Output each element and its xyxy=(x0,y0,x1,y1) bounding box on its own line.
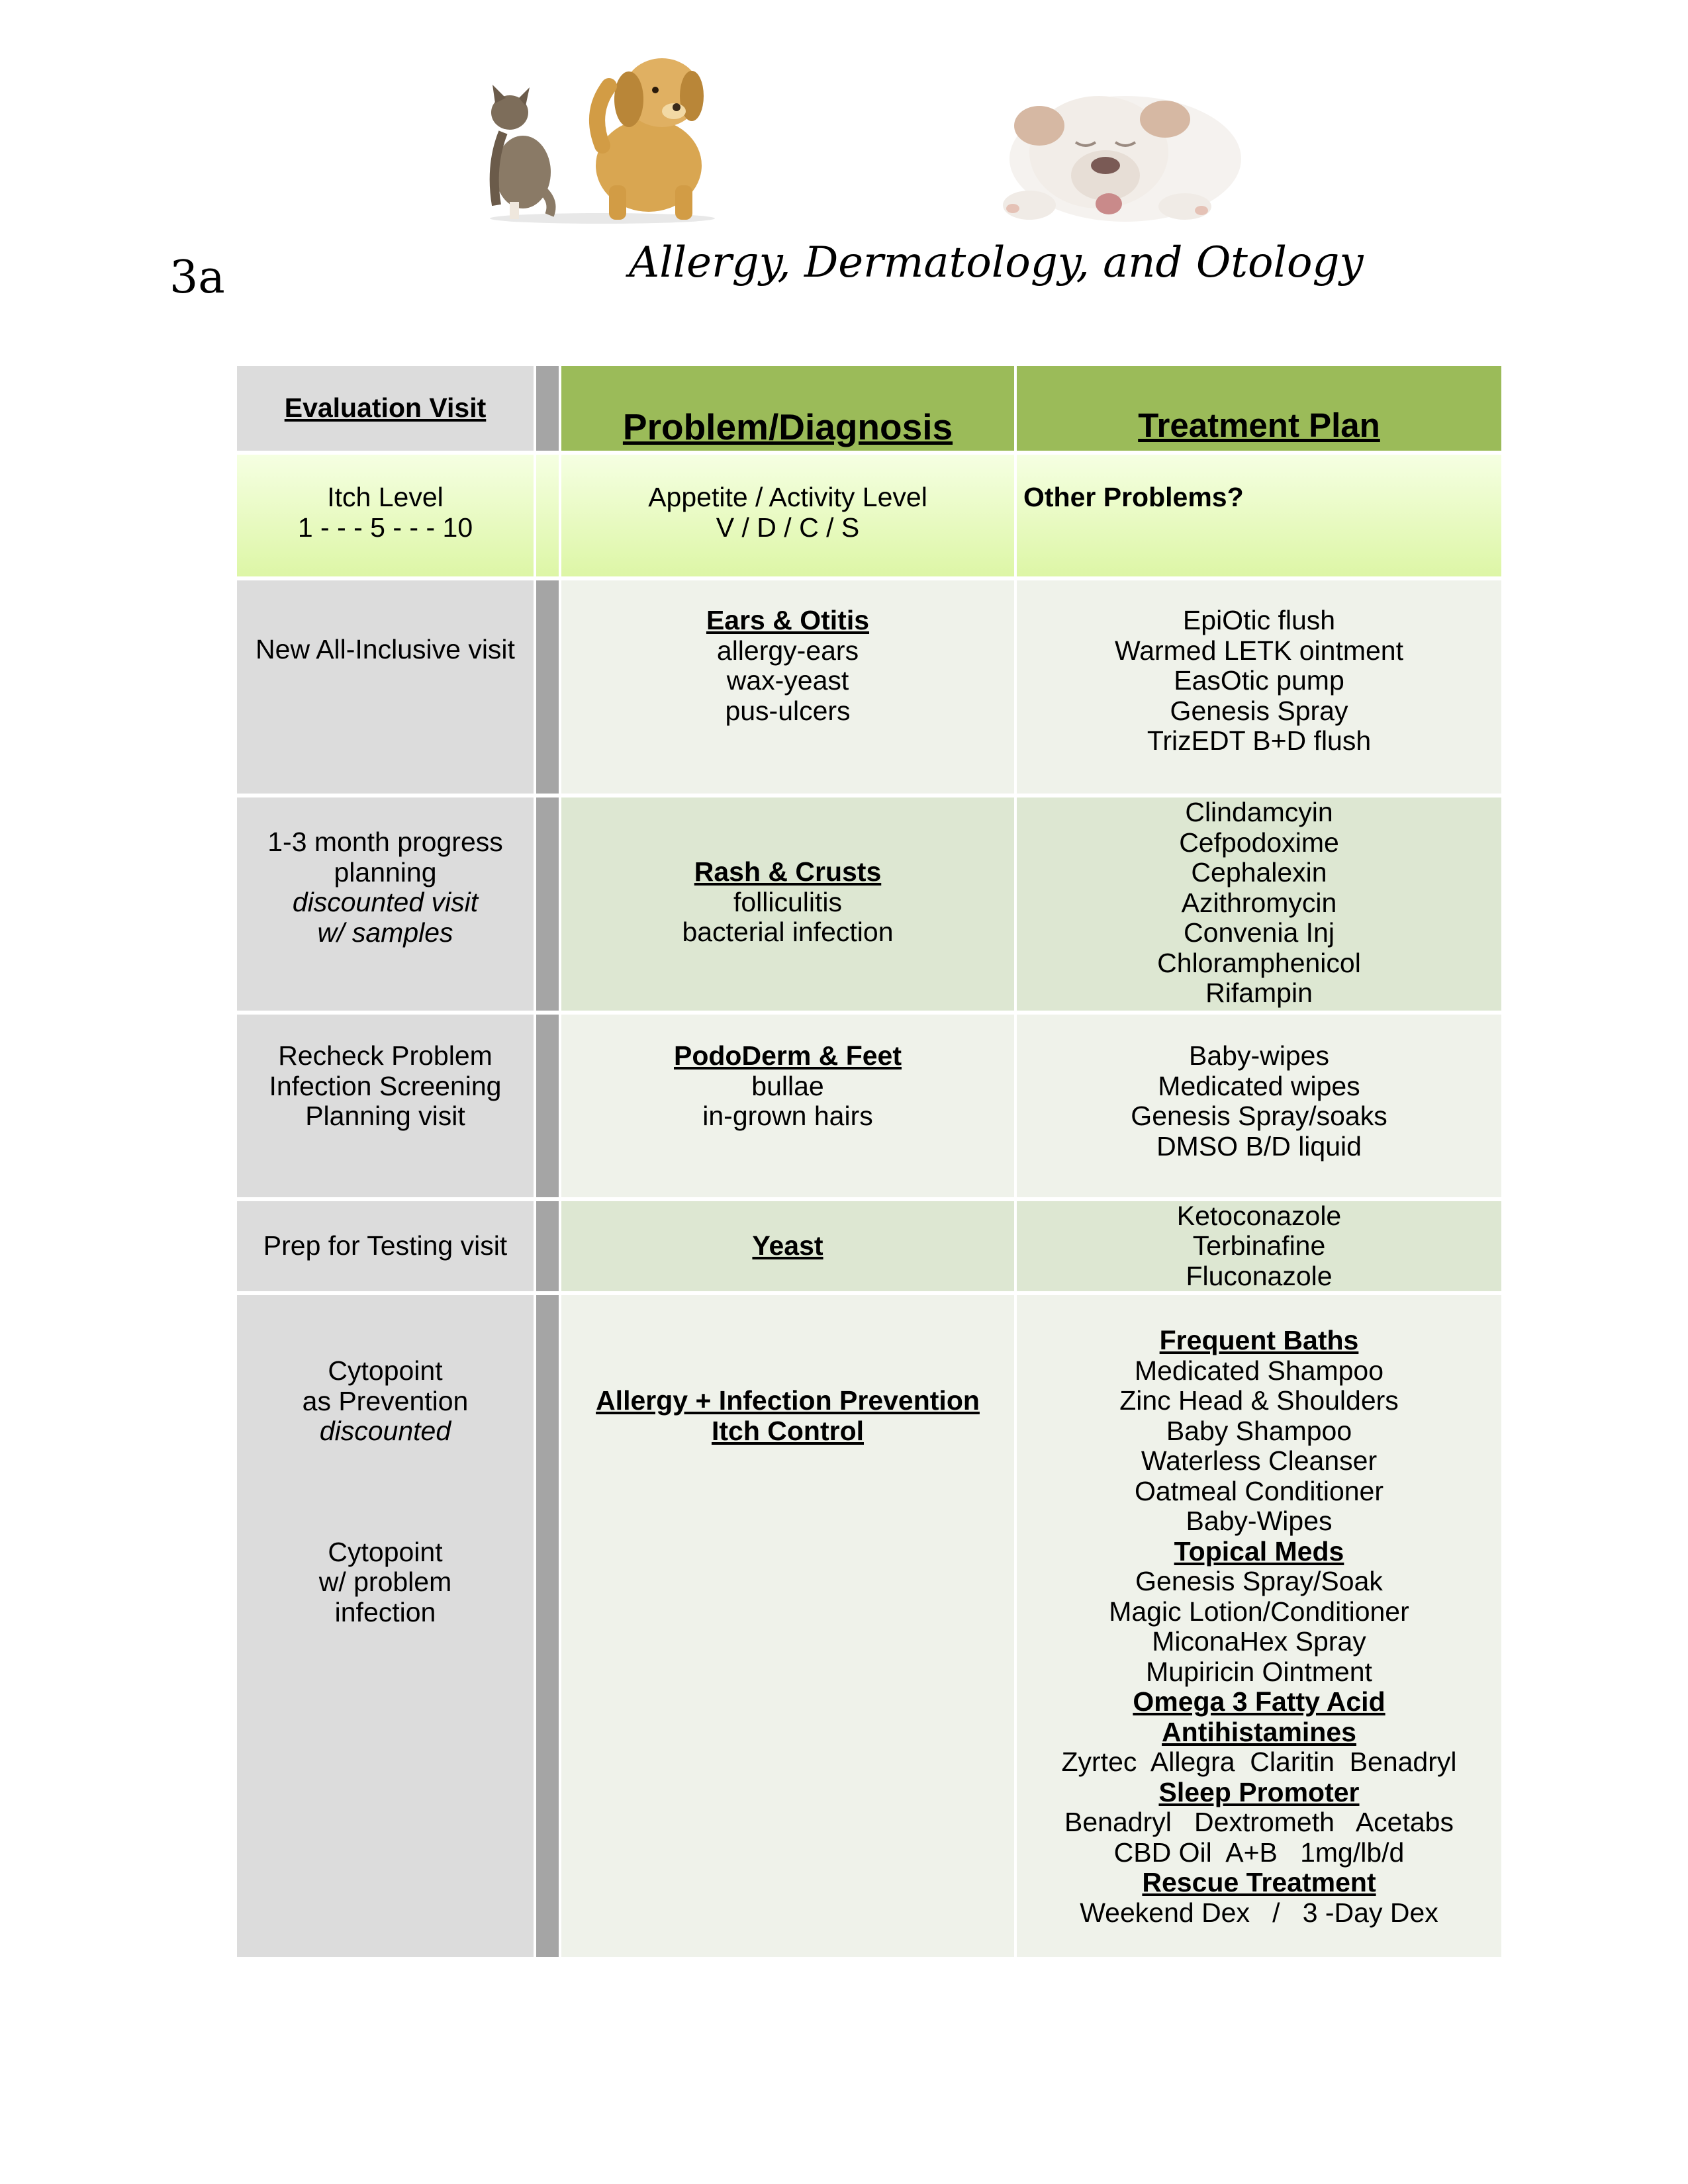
rash-treatment-cell xyxy=(1017,797,1501,1011)
rash-treatment-item: Cefpodoxime xyxy=(1179,827,1339,858)
divider-cell xyxy=(536,797,561,1011)
ears-treatment-item: TrizEDT B+D flush xyxy=(1147,725,1372,756)
cytopoint-prevention-label: Cytopoint xyxy=(328,1355,443,1386)
cytopoint-problem-label: infection xyxy=(334,1596,436,1627)
appetite-codes: V / D / C / S xyxy=(716,512,860,543)
header-evaluation-label: Evaluation Visit xyxy=(284,392,487,424)
appetite-label: Appetite / Activity Level xyxy=(648,482,927,512)
progress-visit-cell xyxy=(237,797,536,1011)
cat-and-puppy-illustration xyxy=(463,33,728,225)
baths-item: Oatmeal Conditioner xyxy=(1134,1475,1384,1506)
ears-cell xyxy=(561,580,1017,794)
rash-treatment-item: Cephalexin xyxy=(1191,857,1327,887)
prep-testing-cell xyxy=(237,1201,536,1291)
podo-item: in-grown hairs xyxy=(702,1101,873,1131)
rash-treatment-item: Chloramphenicol xyxy=(1157,947,1361,978)
rescue-heading: Rescue Treatment xyxy=(1142,1867,1376,1897)
prevention-cell xyxy=(561,1295,1017,1957)
podo-treatment-item: DMSO B/D liquid xyxy=(1156,1130,1362,1161)
itch-control-heading: Itch Control xyxy=(711,1415,865,1446)
divider-cell xyxy=(536,366,561,451)
cytopoint-problem-label: w/ problem xyxy=(318,1567,452,1597)
appetite-cell xyxy=(561,455,1017,576)
itch-level-scale: 1 - - - 5 - - - 10 xyxy=(297,512,473,543)
yeast-heading: Yeast xyxy=(752,1230,823,1261)
sleep-item: CBD Oil A+B 1mg/lb/d xyxy=(1113,1837,1405,1868)
ears-treatment-item: EpiOtic flush xyxy=(1182,605,1336,635)
rash-treatment-item: Convenia Inj xyxy=(1184,917,1335,948)
topical-item: Magic Lotion/Conditioner xyxy=(1109,1596,1409,1627)
ears-treatment-item: Warmed LETK ointment xyxy=(1115,635,1403,666)
rash-treatment-item: Azithromycin xyxy=(1181,887,1337,918)
rescue-item: Weekend Dex / 3 -Day Dex xyxy=(1080,1897,1438,1928)
baths-item: Medicated Shampoo xyxy=(1134,1355,1384,1386)
podo-treatment-cell xyxy=(1017,1015,1501,1197)
topical-item: Genesis Spray/Soak xyxy=(1135,1566,1383,1596)
cytopoint-prevention-label: as Prevention xyxy=(302,1385,469,1416)
rash-item: folliculitis xyxy=(733,886,843,917)
cytopoint-cell xyxy=(237,1295,536,1957)
baths-item: Baby Shampoo xyxy=(1166,1415,1352,1446)
ears-item: wax-yeast xyxy=(726,665,849,696)
ears-heading: Ears & Otitis xyxy=(706,605,870,635)
document-title: Allergy, Dermatology, and Otology xyxy=(629,238,1364,287)
rash-heading: Rash & Crusts xyxy=(694,856,882,887)
antihistamines-item: Zyrtec Allegra Claritin Benadryl xyxy=(1061,1747,1457,1777)
baths-item: Baby-Wipes xyxy=(1186,1506,1333,1536)
treatment-table xyxy=(237,366,1501,1938)
prevention-treatment-cell xyxy=(1017,1295,1501,1957)
ears-treatment-item: Genesis Spray xyxy=(1170,695,1348,726)
podo-treatment-item: Genesis Spray/soaks xyxy=(1131,1101,1387,1131)
antihistamines-heading: Antihistamines xyxy=(1162,1716,1356,1747)
header-problem xyxy=(561,366,1017,451)
other-problems-label: Other Problems? xyxy=(1023,482,1244,512)
ears-treatment-item: EasOtic pump xyxy=(1174,665,1344,696)
cytopoint-problem-label: Cytopoint xyxy=(328,1536,443,1567)
sleep-item: Benadryl Dextrometh Acetabs xyxy=(1064,1807,1454,1837)
progress-visit-label: planning xyxy=(334,856,437,887)
page-number: 3a xyxy=(169,251,225,304)
podo-item: bullae xyxy=(751,1070,824,1101)
yeast-treatment-item: Ketoconazole xyxy=(1176,1201,1342,1231)
header-problem-label: Problem/Diagnosis xyxy=(622,406,953,447)
divider-cell xyxy=(536,1295,561,1957)
baths-item: Waterless Cleanser xyxy=(1141,1445,1378,1476)
topical-heading: Topical Meds xyxy=(1174,1535,1344,1567)
podo-treatment-item: Baby-wipes xyxy=(1189,1040,1329,1071)
rash-treatment-item: Rifampin xyxy=(1205,978,1313,1008)
sleep-heading: Sleep Promoter xyxy=(1158,1776,1360,1807)
divider-cell xyxy=(536,455,561,576)
new-visit-label: New All-Inclusive visit xyxy=(256,634,515,664)
header-evaluation xyxy=(237,366,536,451)
bulldog-illustration xyxy=(966,60,1244,225)
podo-cell xyxy=(561,1015,1017,1197)
ears-treatment-cell xyxy=(1017,580,1501,794)
divider-cell xyxy=(536,1015,561,1197)
podo-treatment-item: Medicated wipes xyxy=(1158,1070,1360,1101)
itch-level-cell xyxy=(237,455,536,576)
yeast-treatment-cell xyxy=(1017,1201,1501,1291)
omega-heading: Omega 3 Fatty Acid xyxy=(1133,1686,1385,1717)
topical-item: Mupiricin Ointment xyxy=(1146,1656,1372,1687)
divider-cell xyxy=(536,1201,561,1291)
ears-item: pus-ulcers xyxy=(725,695,851,726)
divider-cell xyxy=(536,580,561,794)
recheck-visit-label: Infection Screening xyxy=(269,1070,502,1101)
baths-heading: Frequent Baths xyxy=(1159,1325,1359,1355)
prep-testing-label: Prep for Testing visit xyxy=(263,1230,508,1261)
header-treatment-label: Treatment Plan xyxy=(1138,406,1380,444)
podo-heading: PodoDerm & Feet xyxy=(674,1040,902,1071)
yeast-cell xyxy=(561,1201,1017,1291)
baths-item: Zinc Head & Shoulders xyxy=(1119,1385,1399,1416)
prevention-heading: Allergy + Infection Prevention xyxy=(596,1385,980,1416)
yeast-treatment-item: Fluconazole xyxy=(1186,1260,1333,1291)
new-visit-cell xyxy=(237,580,536,794)
recheck-visit-label: Recheck Problem xyxy=(278,1040,492,1071)
progress-visit-note: discounted visit xyxy=(292,887,479,917)
rash-treatment-item: Clindamcyin xyxy=(1185,797,1333,827)
progress-visit-label: 1-3 month progress xyxy=(267,827,503,857)
other-problems-cell xyxy=(1017,455,1501,576)
yeast-treatment-item: Terbinafine xyxy=(1192,1230,1326,1261)
topical-item: MiconaHex Spray xyxy=(1152,1626,1366,1657)
rash-cell xyxy=(561,797,1017,1011)
ears-item: allergy-ears xyxy=(716,635,859,666)
progress-visit-note: w/ samples xyxy=(317,917,453,948)
header-treatment xyxy=(1017,366,1501,451)
recheck-visit-label: Planning visit xyxy=(305,1101,465,1131)
itch-level-label: Itch Level xyxy=(327,482,444,512)
recheck-visit-cell xyxy=(237,1015,536,1197)
cytopoint-prevention-note: discounted xyxy=(319,1416,451,1446)
rash-item: bacterial infection xyxy=(682,917,894,947)
